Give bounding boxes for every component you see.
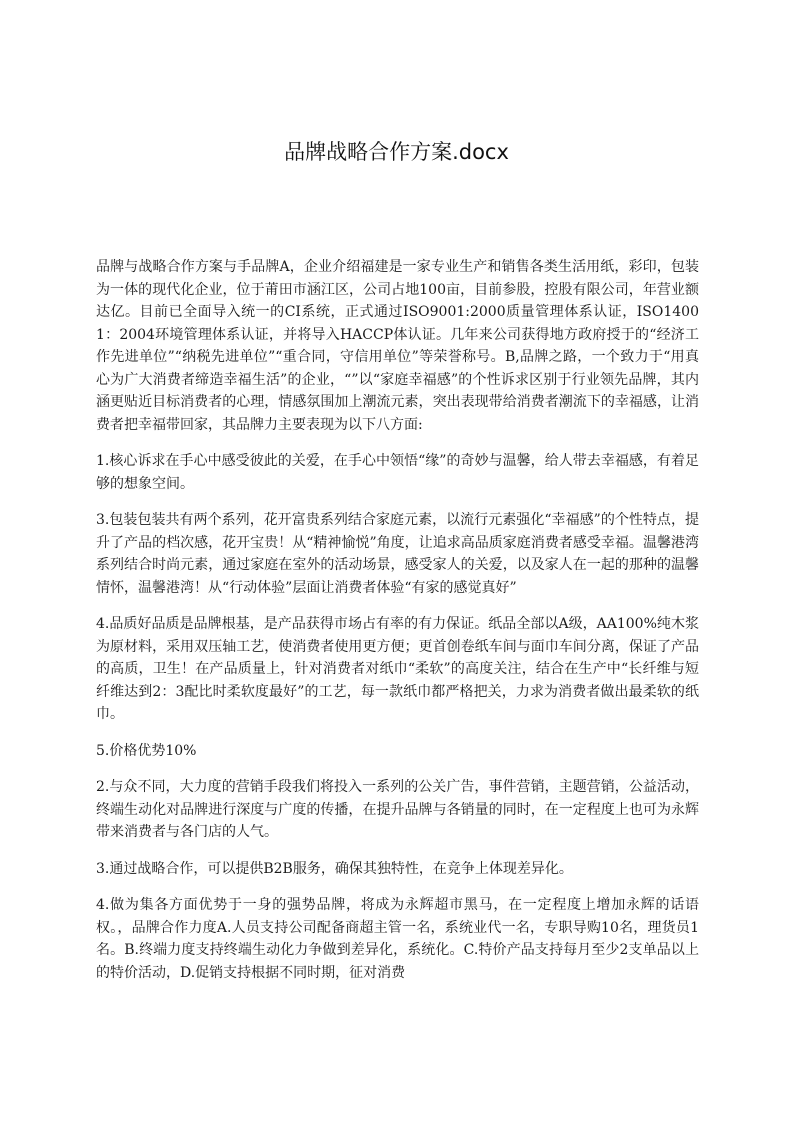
- paragraph-core-appeal: 1.核心诉求在手心中感受彼此的关爱，在手心中领悟“缘”的奇妙与温馨，给人带去幸福感，有着足够的想象空间。: [96, 453, 699, 492]
- document-title: 品牌战略合作方案.docx: [284, 140, 509, 164]
- document-body: [96, 256, 699, 998]
- paragraph-marketing: 2.与众不同，大力度的营销手段我们将投入一系列的公关广告，事件营销，主题营销，公益活动，终端生动化对品牌进行深度与广度的传播，在提升品牌与各销量的同时，在一定程度上也可为永辉带来消费者与各门店的人气。: [96, 779, 699, 840]
- paragraph-quality: 4.品质好品质是品牌根基，是产品获得市场占有率的有力保证。纸品全部以A级，AA100%纯木浆为原材料，采用双压轴工艺，使消费者使用更方便；更首创卷纸车间与面巾车间分离，保证了产品的高质，卫生！在产品质量上，针对消费者对纸巾“柔软”的高度关注，结合在生产中“长纤维与短纤维达到2：3配比时柔软度最好”的工艺，每一款纸巾都严格把关，力求为消费者做出最柔软的纸巾。: [96, 616, 699, 722]
- paragraph-support: 4.做为集各方面优势于一身的强势品牌，将成为永辉超市黑马，在一定程度上增加永辉的话语权。，品牌合作力度A.人员支持公司配备商超主管一名，系统业代一名，专职导购10名，理货员1名。B.终端力度支持终端生动化力争做到差异化，系统化。C.特价产品支持每月至少2支单品以上的特价活动，D.促销支持根据不同时期，征对消费: [96, 897, 699, 981]
- paragraph-packaging: 3.包装包装共有两个系列，花开富贵系列结合家庭元素，以流行元素强化“幸福感”的个性特点，提升了产品的档次感，花开宝贵！从“精神愉悦”角度，让追求高品质家庭消费者感受幸福。温馨港湾系列结合时尚元素，通过家庭在室外的活动场景，感受家人的关爱，以及家人在一起的那种的温馨情怀，温馨港湾！从“行动体验”层面让消费者体验“有家的感觉真好”: [96, 512, 699, 596]
- paragraph-strategic-cooperation: 3.通过战略合作，可以提供B2B服务，确保其独特性，在竞争上体现差异化。: [96, 860, 573, 877]
- paragraph-price: 5.价格优势10%: [96, 742, 197, 759]
- paragraph-intro: 品牌与战略合作方案与手品牌A，企业介绍福建是一家专业生产和销售各类生活用纸，彩印，包装为一体的现代化企业，位于莆田市涵江区，公司占地100亩，目前参股，控股有限公司，年营业额达亿。目前已全面导入统一的CI系统，正式通过ISO9001:2000质量管理体系认证，ISO14001：2004环境管理体系认证，并将导入HACCP体认证。几年来公司获得地方政府授于的“经济工作先进单位”“纳税先进单位”“重合同，守信用单位”等荣誉称号。B,品牌之路，一个致力于“用真心为广大消费者缔造幸福生活”的企业，“”以“家庭幸福感”的个性诉求区别于行业领先品牌，其内涵更贴近目标消费者的心理，情感氛围加上潮流元素，突出表现带给消费者潮流下的幸福感，让消费者把幸福带回家，其品牌力主要表现为以下八方面:: [96, 259, 699, 433]
